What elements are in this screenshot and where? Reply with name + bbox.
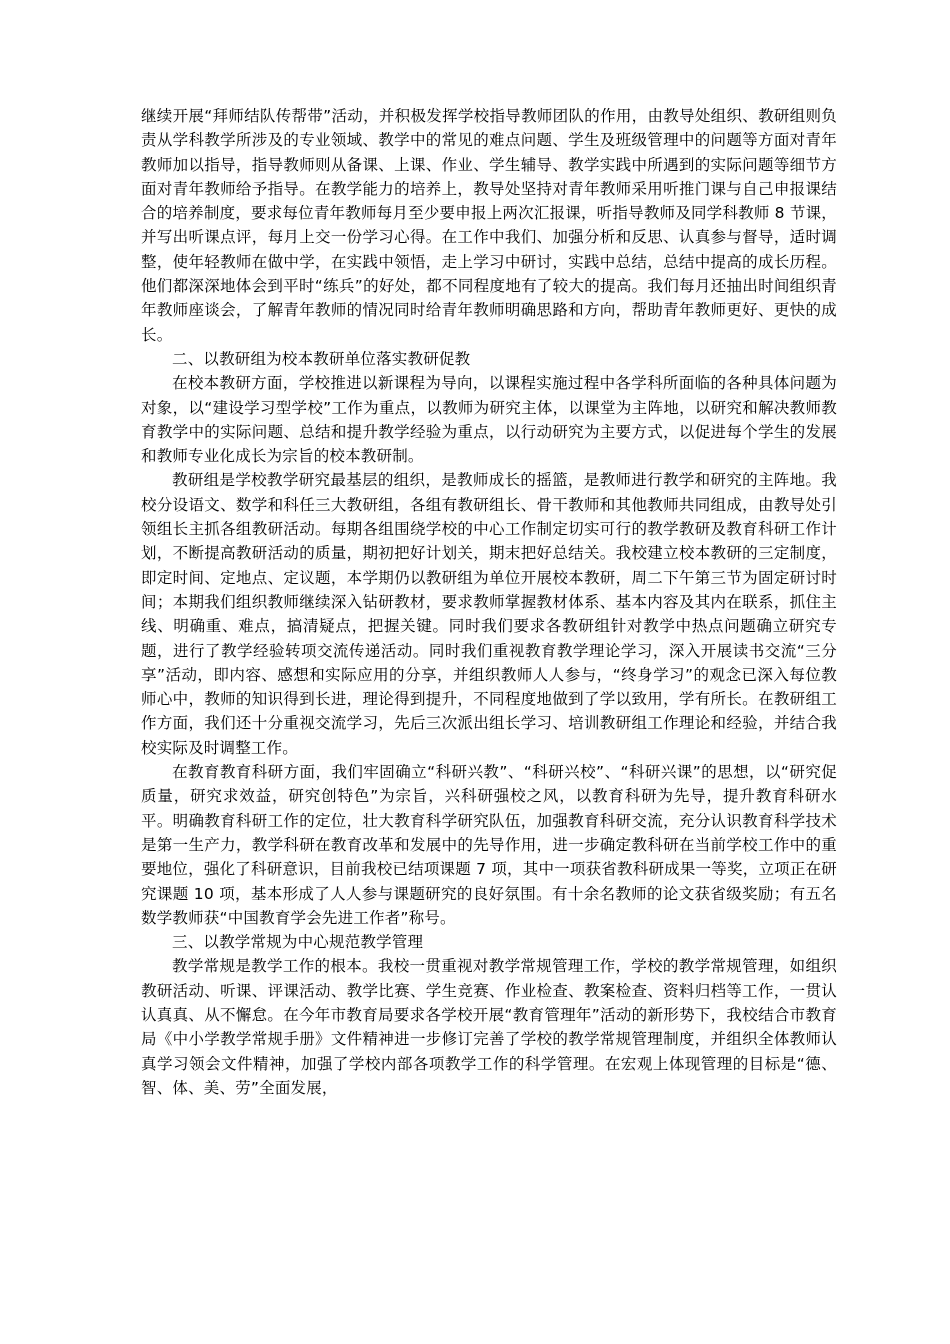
heading-section-three: 三、以教学常规为中心规范教学管理 [172,933,424,952]
paragraph-mentoring: 继续开展“拜师结队传帮带”活动，并积极发挥学校指导教师团队的作用，由教导处组织、教研组则负责从学科教学所涉及的专业领域、教学中的常见的难点问题、学生及班级管理中的问题等方面对青年教师加以指导，指导教师则从备课、上课、作业、学生辅导、教学实践中所遇到的实际问题等细节方面对青年教师给予指导。在教学能力的培养上，教导处坚持对青年教师采用听推门课与自己申报课结合的培养制度，要求每位青年教师每月至少要申报上两次汇报课，听指导教师及同学科教师 8 节课，并写出听课点评，每月上交一份学习心得。在工作中我们、加强分析和反思、认真参与督导，适时调整，使年轻教师在做中学，在实践中领悟，走上学习中研讨，实践中总结，总结中提高的成长历程。他们都深深地体会到平时“练兵”的好处，都不同程度地有了较大的提高。我们每月还抽出时间组织青年教师座谈会，了解青年教师的情况同时给青年教师明确思路和方向，帮助青年教师更好、更快的成长。 [141,107,837,344]
paragraph-school-research: 在校本教研方面，学校推进以新课程为导向，以课程实施过程中各学科所面临的各种具体问题为对象，以“建设学习型学校”工作为重点，以教师为研究主体，以课堂为主阵地，以研究和解决教师教育教学中的实际问题、总结和提升教学经验为重点，以行动研究为主要方式，以促进每个学生的发展和教师专业化成长为宗旨的校本教研制。 [141,374,837,466]
paragraph-research-groups: 教研组是学校教学研究最基层的组织，是教师成长的摇篮，是教师进行教学和研究的主阵地。我校分设语文、数学和科任三大教研组，各组有教研组长、骨干教师和其他教师共同组成，由教导处引领组长主抓各组教研活动。每期各组围绕学校的中心工作制定切实可行的教学教研及教育科研工作计划，不断提高教研活动的质量，期初把好计划关，期末把好总结关。我校建立校本教研的三定制度，即定时间、定地点、定议题，本学期仍以教研组为单位开展校本教研，周二下午第三节为固定研讨时间；本期我们组织教师继续深入钻研教材，要求教师掌握教材体系、基本内容及其内在联系，抓住主线、明确重、难点，搞清疑点，把握关键。同时我们要求各教研组针对教学中热点问题确立研究专题，进行了教学经验转项交流传递活动。同时我们重视教育教学理论学习，深入开展读书交流“三分享”活动，即内容、感想和实际应用的分享，并组织教师人人参与，“终身学习”的观念已深入每位教师心中，教师的知识得到长进，理论得到提升，不同程度地做到了学以致用，学有所长。在教研组工作方面，我们还十分重视交流学习，先后三次派出组长学习、培训教研组工作理论和经验，并结合我校实际及时调整工作。 [141,471,837,757]
paragraph-teaching-routine: 教学常规是教学工作的根本。我校一贯重视对教学常规管理工作，学校的教学常规管理，如组织教研活动、听课、评课活动、教学比赛、学生竞赛、作业检查、教案检查、资料归档等工作，一贯认认真真、从不懈怠。在今年市教育局要求各学校开展“教育管理年”活动的新形势下，我校结合市教育局《中小学教学常规手册》文件精神进一步修订完善了学校的教学常规管理制度，并组织全体教师认真学习领会文件精神，加强了学校内部各项教学工作的科学管理。在宏观上体现管理的目标是“德、智、体、美、劳”全面发展， [141,957,837,1097]
heading-section-two: 二、以教研组为校本教研单位落实教研促教 [172,349,471,368]
paragraph-education-research: 在教育教育科研方面，我们牢固确立“科研兴教”、“科研兴校”、“科研兴课”的思想，以“研究促质量，研究求效益，研究创特色”为宗旨，兴科研强校之风，以教育科研为先导，提升教育科研水平。明确教育科研工作的定位，壮大教育科学研究队伍，加强教育科研交流，充分认识教育科学技术是第一生产力，教学科研在教育改革和发展中的先导作用，进一步确定教科研在当前学校工作中的重要地位，强化了科研意识，目前我校已结项课题 7 项，其中一项获省教科研成果一等奖，立项正在研究课题 10 项，基本形成了人人参与课题研究的良好氛围。有十余名教师的论文获省级奖励；有五名数学教师获“中国教育学会先进工作者”称号。 [141,763,837,927]
document-body [141,104,837,1100]
